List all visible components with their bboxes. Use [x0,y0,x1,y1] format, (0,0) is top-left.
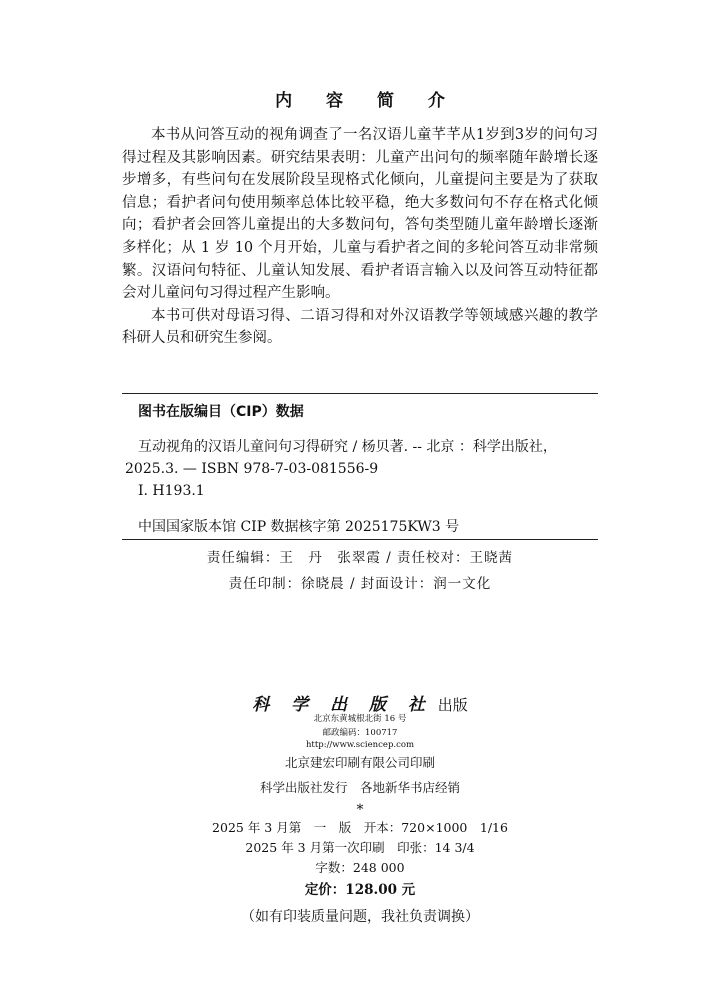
credits-production: 责任印制：徐晓晨 / 封面设计：润一文化 [228,576,492,592]
separator-star: * [356,802,364,818]
credits-editors: 责任编辑：王 丹 张翠霞 / 责任校对：王晓茜 [206,550,514,566]
cip-line-2: 2025.3. — ISBN 978-7-03-081556-9 [125,461,379,477]
page-title: 内 容 简 介 [275,91,459,111]
printer-info: 北京建宏印刷有限公司印刷 [284,755,435,770]
summary-paragraph-1: 本书从问答互动的视角调查了一名汉语儿童芊芊从1岁到3岁的问句习得过程及其影响因素。研究结果表明：儿童产出问句的频率随年龄增长逐步增多，有些问句在发展阶段呈现格式化倾向，儿童提问主要是为了获取信息；看护者问句使用频率总体比较平稳，绝大多数问句不存在格式化倾向；看护者会回答儿童提出的大多数问句，答句类型随儿童年龄增长逐渐多样化；从 1 岁 10 个月开始，儿童与看护者之间的多轮问答互动非常频繁。汉语问句特征、儿童认知发展、看护者语言输入以及问答互动特征都会对儿童问句习得过程产生影响。 [122,127,598,302]
summary-section [122,124,598,350]
cip-title: 图书在版编目（CIP）数据 [138,404,304,420]
summary-paragraph-2: 本书可供对母语习得、二语习得和对外汉语教学等领域感兴趣的教学科研人员和研究生参阅。 [122,307,598,347]
distribution-info: 科学出版社发行 各地新华书店经销 [259,780,460,795]
bottom-divider [122,539,598,540]
printing-info: 2025 年 3 月第一次印刷 印张：14 3/4 [245,840,475,855]
edition-info: 2025 年 3 月第 一 版 开本：720×1000 1/16 [212,820,508,835]
cip-line-1: 互动视角的汉语儿童问句习得研究 / 杨贝著. -- 北京 ：科学出版社， [138,439,557,455]
cip-line-3: Ⅰ. H193.1 [138,483,205,499]
cip-number: 中国国家版本馆 CIP 数据核字第 2025175KW3 号 [138,519,460,535]
publisher-website: http://www.sciencep.com [305,740,415,750]
cip-block [125,436,600,538]
publisher-logo: 科 学 出 版 社 [252,695,433,715]
publisher-postcode: 邮政编码：100717 [322,728,398,738]
top-divider [122,393,598,394]
price: 定价：128.00 元 [304,882,416,898]
publisher-address: 北京东黄城根北街 16 号 [313,714,407,724]
publisher-suffix: 出版 [437,696,468,714]
word-count: 字数：248 000 [315,860,405,875]
quality-note: （如有印装质量问题，我社负责调换） [241,909,479,925]
